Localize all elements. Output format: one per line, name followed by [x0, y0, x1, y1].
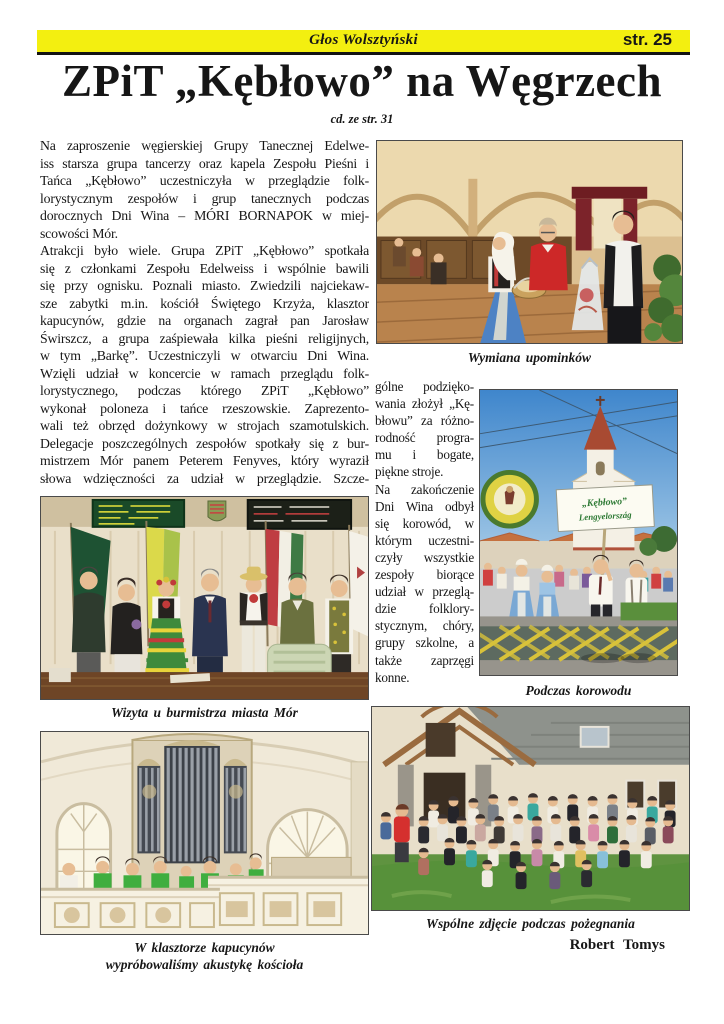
body-text-line: dzie folklory- [375, 601, 474, 617]
body-text-line: błowu” za różno- [375, 413, 474, 429]
photo-caption: Podczas korowodu [525, 683, 632, 698]
photo-parade-image [480, 390, 677, 675]
photo-farewell-group-image [372, 707, 689, 910]
body-text-line: się korowód, w [375, 515, 474, 531]
body-text-line: Delegacje poszczególnych zespołów spotkały się z bur- [40, 435, 369, 451]
body-text-line: w tym „Barkę”. Uczestniczyli w otwarciu Dni Wina. [40, 348, 369, 363]
body-text-line: mu i bogate, [375, 447, 474, 463]
photo-mayor-visit [40, 496, 369, 700]
body-text-line: stycznym, chóry, [375, 618, 474, 634]
author-byline: Robert Tomys [569, 937, 665, 953]
caption-line-1: W klasztorze kapucynów [134, 940, 275, 955]
article-headline: ZPiT „Kębłowo” na Węgrzech [61, 56, 663, 106]
body-text-line: rodność progra- [375, 430, 474, 446]
photo-caption: Wizyta u burmistrza miasta Mór [111, 705, 298, 720]
photo-caption: Wymiana upominków [467, 350, 592, 365]
photo-farewell-group [371, 706, 690, 911]
body-text-line: zespoły biorące [375, 567, 474, 583]
photo-mayor-visit-image [41, 497, 368, 699]
article-column-left [40, 138, 369, 488]
body-text-line: Na zakończenie [375, 481, 474, 497]
parade-sign-line1: „Kębłowo” [581, 496, 628, 510]
body-text-line: mistrzem Mór panem Peterem Fenyves, który wyraził [40, 453, 369, 468]
body-text-line: grupy szkolne, a [375, 635, 474, 651]
photo-caption [40, 939, 369, 973]
body-text-line: się z członkami Zespołu Edelweiss i wspólnie bawili [40, 260, 369, 276]
photo-organ-loft [40, 731, 369, 935]
body-text-line: Tańca „Kębłowo” uczestniczyła w przeglądzie folk- [40, 173, 369, 188]
masthead-bar [37, 30, 690, 55]
paragraph-3 [375, 379, 474, 482]
body-text-line: konne. [375, 669, 410, 685]
body-text-line: którym uczestni- [375, 532, 474, 548]
body-text-line: czyły wszystkie [375, 549, 474, 565]
photo-organ-loft-image [41, 732, 368, 934]
paragraph-2 [40, 243, 369, 488]
body-text-line: słowa wdzięczności za udział w przeglądzie. Szcze- [40, 470, 369, 486]
continued-from-note: cd. ze str. 31 [330, 112, 394, 126]
body-text-line: wania złożył „Kę- [375, 396, 474, 412]
article-column-narrow [375, 379, 474, 687]
caption-line-2: wypróbowaliśmy akustykę kościoła [105, 957, 304, 972]
photo-gift-exchange-image [377, 141, 682, 343]
body-text-line: udział w przeglą- [375, 584, 474, 600]
body-text-line: wykonał poloneza i tańce rzeszowskie. Zaprezento- [40, 400, 369, 416]
photo-parade [479, 389, 678, 676]
body-text-line: Na zaproszenie węgierskiej Grupy Tanecznej Edelwe- [40, 138, 369, 153]
body-text-line: wali też obrzęd dożynkowy w strojach szamotulskich. [40, 418, 369, 433]
paragraph-4 [375, 482, 474, 687]
body-text-line: dorocznych Dni Wina – MÓRI BORNAPOK w miej- [40, 208, 369, 223]
masthead-title: Głos Wolsztyński [309, 32, 418, 48]
body-text-line: gólne podzięko- [375, 379, 474, 394]
body-text-line: lorystycznego, podczas którego ZPiT „Kębłowo” [40, 383, 369, 398]
page-number: str. 25 [622, 30, 672, 49]
body-text-line: sze zabytki m.in. kościół Świętego Krzyża, klasztor [40, 295, 369, 311]
body-text-line: scowości Mór. [40, 225, 118, 241]
paragraph-1 [40, 138, 369, 243]
photo-caption: Wspólne zdjęcie podczas pożegnania [426, 916, 635, 931]
body-text-line: iss starsza grupa tancerzy oraz kapela Zespołu Pieśni i [40, 155, 369, 171]
body-text-line: Dni Wina odbył [375, 498, 474, 514]
body-text-line: Atrakcji było wiele. Grupa ZPiT „Kębłowo” spotkała [40, 243, 369, 258]
body-text-line: kapucynów, gdzie na organach zagrał pan Jarosław [40, 313, 369, 328]
body-text-line: także zaprzęgi [375, 652, 474, 668]
body-text-line: lorystycznym zespołów i grup tanecznych podczas [40, 190, 369, 206]
body-text-line: Świrszcz, a grupa zaśpiewała kilka pieśni religijnych, [40, 330, 369, 346]
photo-gift-exchange [376, 140, 683, 344]
body-text-line: Wzięli udział w koncercie w ramach przeglądu folk- [40, 365, 369, 381]
body-text-line: piękne stroje. [375, 464, 444, 480]
parade-sign-line2: Lengyelország [578, 509, 632, 523]
body-text-line: się przy ognisku. Poznali miasto. Zwiedzili najciekaw- [40, 278, 369, 293]
